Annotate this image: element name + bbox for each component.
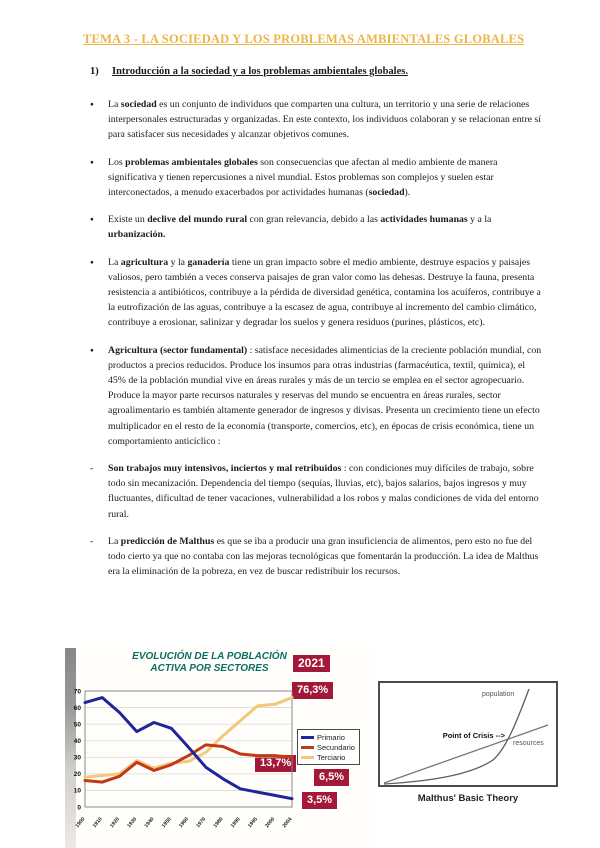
chart-legend <box>297 729 360 765</box>
resources-label: resources <box>513 740 544 747</box>
y-tick-label: 30 <box>73 754 81 762</box>
legend-item <box>301 752 355 762</box>
legend-swatch <box>301 736 314 739</box>
x-tick-label: 1940 <box>143 816 156 830</box>
x-tick-label: 1900 <box>74 816 87 830</box>
bullet-text: Son trabajos muy intensivos, inciertos y mal retribuidos : con condiciones muy difíciles de trabajo, sobre todo sin mecanización. Dependencia del tiempo (sequías, lluvias, etc), bajos salarios, bajos ingresos y muy fluctuantes, dificultad de tener vacaciones, vulnerabilidad a los robos y malas condiciones de vida del entorno rural. <box>108 463 539 520</box>
bullet-item <box>90 343 542 449</box>
malthus-box <box>378 681 558 787</box>
bullet-item <box>90 534 542 580</box>
legend-swatch <box>301 746 314 749</box>
year-badge: 2021 <box>293 655 330 672</box>
y-tick-label: 50 <box>73 721 81 729</box>
bullets-list <box>90 97 542 591</box>
x-tick-label: 1990 <box>229 816 242 830</box>
series-line-secundario <box>85 745 292 782</box>
pct-badge-primario: 3,5% <box>302 792 337 809</box>
bullet-marker: ● <box>90 346 94 354</box>
legend-item <box>301 732 355 742</box>
x-tick-label: 1910 <box>91 816 104 830</box>
bullet-text: La sociedad es un conjunto de individuos que comparten una cultura, un territorio y una serie de relaciones interpersonales estructuradas y organizadas. En este contexto, los individuos colaboran y se relacionan entre sí para satisfacer sus necesidades y alcanzar objetivos comunes. <box>108 99 541 141</box>
bullet-marker: ● <box>90 258 94 266</box>
x-tick-label: 1970 <box>195 816 208 830</box>
bullet-marker: - <box>90 535 94 547</box>
legend-label: Primario <box>317 732 345 742</box>
section-heading-text: Introducción a la sociedad y a los problemas ambientales globales. <box>112 66 408 77</box>
population-label: population <box>482 691 515 698</box>
section-number: 1) <box>90 66 99 77</box>
legend-label: Terciario <box>317 752 346 762</box>
pct-badge-secundario: 13,7% <box>255 755 296 772</box>
bullet-text: Los problemas ambientales globales son consecuencias que afectan al medio ambiente de manera significativa y tienen repercusiones a nivel mundial. Estos problemas son complejos y suelen estar interconectados, a menudo exacerbados por actividades humanas (sociedad). <box>108 156 498 199</box>
sector-chart-title-line1: EVOLUCIÓN DE LA POBLACIÓN <box>132 651 287 662</box>
point-of-crisis-label: Point of Crisis --> <box>442 731 505 740</box>
x-tick-label: 1980 <box>212 816 225 830</box>
bullet-item <box>90 461 542 522</box>
y-tick-label: 0 <box>77 804 81 812</box>
x-tick-label: 1960 <box>178 816 191 830</box>
bullet-item <box>90 97 542 143</box>
sector-chart-title-line2: ACTIVA POR SECTORES <box>150 662 269 674</box>
malthus-plot <box>380 683 556 785</box>
sector-chart-figure <box>64 648 372 848</box>
bullet-item <box>90 155 542 201</box>
legend-label: Secundario <box>317 742 355 752</box>
pct-badge-middle: 6,5% <box>314 769 349 786</box>
y-tick-label: 40 <box>73 738 81 746</box>
legend-item <box>301 742 355 752</box>
y-tick-label: 70 <box>73 688 81 696</box>
sector-chart-title <box>122 651 297 674</box>
page-title: TEMA 3 - LA SOCIEDAD Y LOS PROBLEMAS AMBIENTALES GLOBALES <box>83 32 525 46</box>
x-tick-label: 1930 <box>126 816 139 830</box>
x-tick-label: 2000 <box>264 816 277 830</box>
pct-badge-terciario: 76,3% <box>292 682 333 699</box>
y-tick-label: 20 <box>73 771 81 779</box>
malthus-figure <box>378 681 563 816</box>
section-heading <box>90 66 408 77</box>
y-tick-label: 10 <box>73 787 81 795</box>
bullet-item <box>90 255 542 331</box>
bullet-marker: ● <box>90 101 94 108</box>
x-tick-label: 1995 <box>247 816 260 830</box>
bullet-text: La agricultura y la ganadería tiene un gran impacto sobre el medio ambiente, destruye espacios y paisajes valiosos, pero también a veces conserva paisajes de gran valor como las dehesas. Destruye la fauna, presenta resistencia a antibióticos, contribuye a la pérdida de diversidad genética, contamina los acuíferos, contribuye a la eutrofización de las aguas, contribuye a la escasez de agua, contribuye al incremento del cambio climático, contribuye a erosionar, salinizar y degradar los suelos y genera residuos (purines, plásticos, etc). <box>108 256 541 329</box>
y-tick-label: 60 <box>73 704 81 712</box>
malthus-caption: Malthus' Basic Theory <box>417 793 519 804</box>
x-tick-label: 1950 <box>160 816 173 830</box>
bullet-marker: ● <box>90 216 94 224</box>
x-tick-label: 1920 <box>109 816 122 830</box>
bullet-item <box>90 212 542 242</box>
bullet-marker: ● <box>90 158 94 166</box>
series-line-primario <box>85 698 292 799</box>
bullet-text: Existe un declive del mundo rural con gran relevancia, debido a las actividades humanas y a la urbanización. <box>108 214 492 241</box>
x-tick-label: 2004 <box>281 816 294 830</box>
bullet-text: Agricultura (sector fundamental) : satisface necesidades alimenticias de la creciente población mundial, con productos a precios reducidos. Produce los insumos para otras industrias (farmacéutica, textil, química), el 45% de la población mundial vive en áreas rurales y más de un tercio se emplea en el sector agropecuario. Produce la mayor parte recursos naturales y reservas del mundo se encuentra en áreas rurales, sector agroalimentario es también altamente generador de ingresos y divisas. Presenta un crecimiento tiene un efecto multiplicador en el resto de la economía (transporte, comercios, etc), en épocas de crisis económica, tiene un comportamiento anticíclico : <box>108 344 542 447</box>
bullet-marker: - <box>90 463 94 475</box>
bullet-text: La predicción de Malthus es que se iba a producir una gran insuficiencia de alimentos, pero esto no fue del todo cierto ya que no contaba con las mejoras tecnológicas que fomentarán la producción. La idea de Malthus era la eliminación de la pobreza, en vez de buscar redistribuir los recursos. <box>108 535 539 578</box>
legend-swatch <box>301 756 314 759</box>
